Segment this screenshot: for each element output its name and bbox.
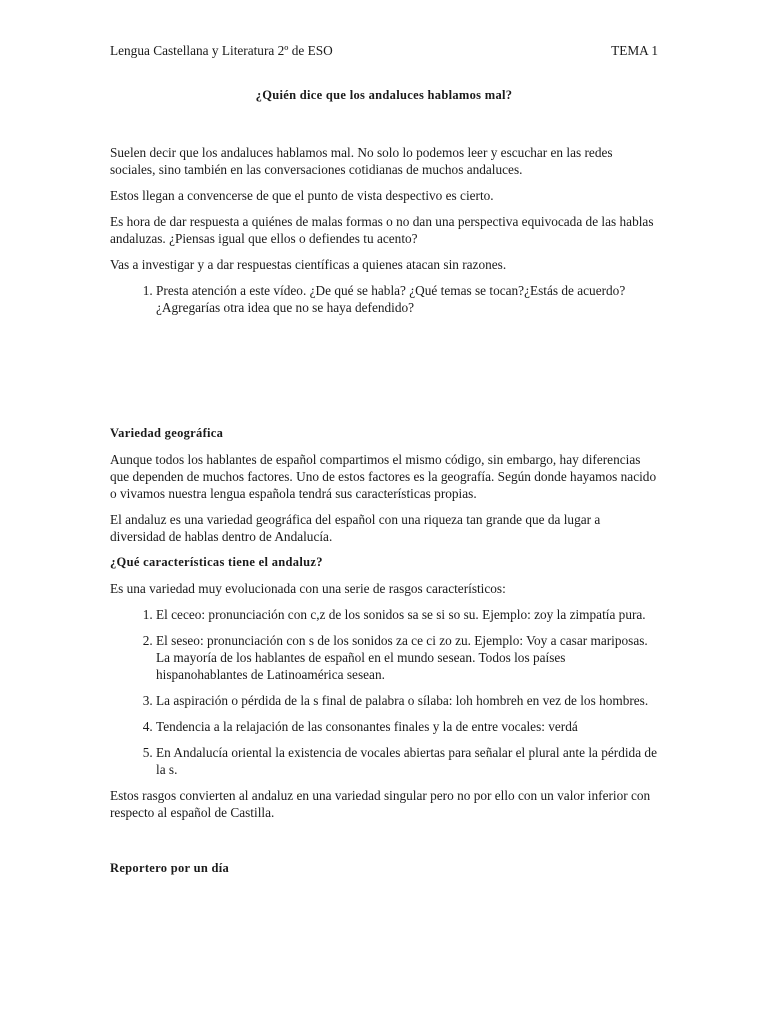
section-heading-variedad: Variedad geográfica <box>110 426 224 440</box>
document-title: ¿Quién dice que los andaluces hablamos mal? <box>255 88 513 102</box>
header-unit: TEMA 1 <box>611 43 658 58</box>
list-item: 1. El ceceo: pronunciación con c,z de los sonidos sa se si so su. Ejemplo: zoy la zimpatía pura. <box>156 606 658 623</box>
intro-paragraph-1: Suelen decir que los andaluces hablamos mal. No solo lo podemos leer y escuchar en las redes sociales, sino también en las conversaciones cotidianas de muchos andaluces. <box>110 145 613 177</box>
section-gap <box>110 830 658 860</box>
intro-paragraph-3: Es hora de dar respuesta a quiénes de malas formas o no dan una perspectiva equivocada de las hablas andaluzas. ¿Piensas igual que ellos o defiendes tu acento? <box>110 214 654 246</box>
page-header <box>110 42 658 59</box>
list-item: 2. El seseo: pronunciación con s de los sonidos za ce ci zo zu. Ejemplo: Voy a casar mariposas. La mayoría de los hablantes de español en el mundo sesean. Todos los países hispanohablantes de Latinoamérica sesean. <box>156 632 658 683</box>
variedad-paragraph-1: Aunque todos los hablantes de español compartimos el mismo código, sin embargo, hay diferencias que dependen de muchos factores. Uno de estos factores es la geografía. Según donde hayamos nacido o vivamos nuestra lengua española tendrá sus características propias. <box>110 452 657 501</box>
intro-task-list <box>110 282 658 316</box>
intro-paragraph-4: Vas a investigar y a dar respuestas científicas a quienes atacan sin razones. <box>110 257 507 272</box>
variedad-paragraph-2: El andaluz es una variedad geográfica del español con una riqueza tan grande que da lugar a diversidad de hablas dentro de Andalucía. <box>110 512 601 544</box>
list-item: 1. Presta atención a este vídeo. ¿De qué se habla? ¿Qué temas se tocan?¿Estás de acuerdo? ¿Agregarías otra idea que no se haya defendido? <box>156 282 658 316</box>
intro-paragraph-2: Estos llegan a convencerse de que el punto de vista despectivo es cierto. <box>110 188 494 203</box>
list-item: 3. La aspiración o pérdida de la s final de palabra o sílaba: loh hombreh en vez de los hombres. <box>156 692 658 709</box>
section-heading-reportero: Reportero por un día <box>110 861 230 875</box>
list-item: 4. Tendencia a la relajación de las consonantes finales y la de entre vocales: verdá <box>156 718 658 735</box>
caracteristicas-paragraph-2: Estos rasgos convierten al andaluz en una variedad singular pero no por ello con un valor inferior con respecto al español de Castilla. <box>110 788 651 820</box>
caracteristicas-paragraph-1: Es una variedad muy evolucionada con una serie de rasgos característicos: <box>110 581 506 596</box>
list-item: 5. En Andalucía oriental la existencia de vocales abiertas para señalar el plural ante la pérdida de la s. <box>156 744 658 778</box>
video-placeholder-space <box>110 325 658 425</box>
header-subject: Lengua Castellana y Literatura 2º de ESO <box>110 43 333 58</box>
rasgos-list <box>110 606 658 778</box>
section-heading-caracteristicas: ¿Qué características tiene el andaluz? <box>110 555 323 569</box>
